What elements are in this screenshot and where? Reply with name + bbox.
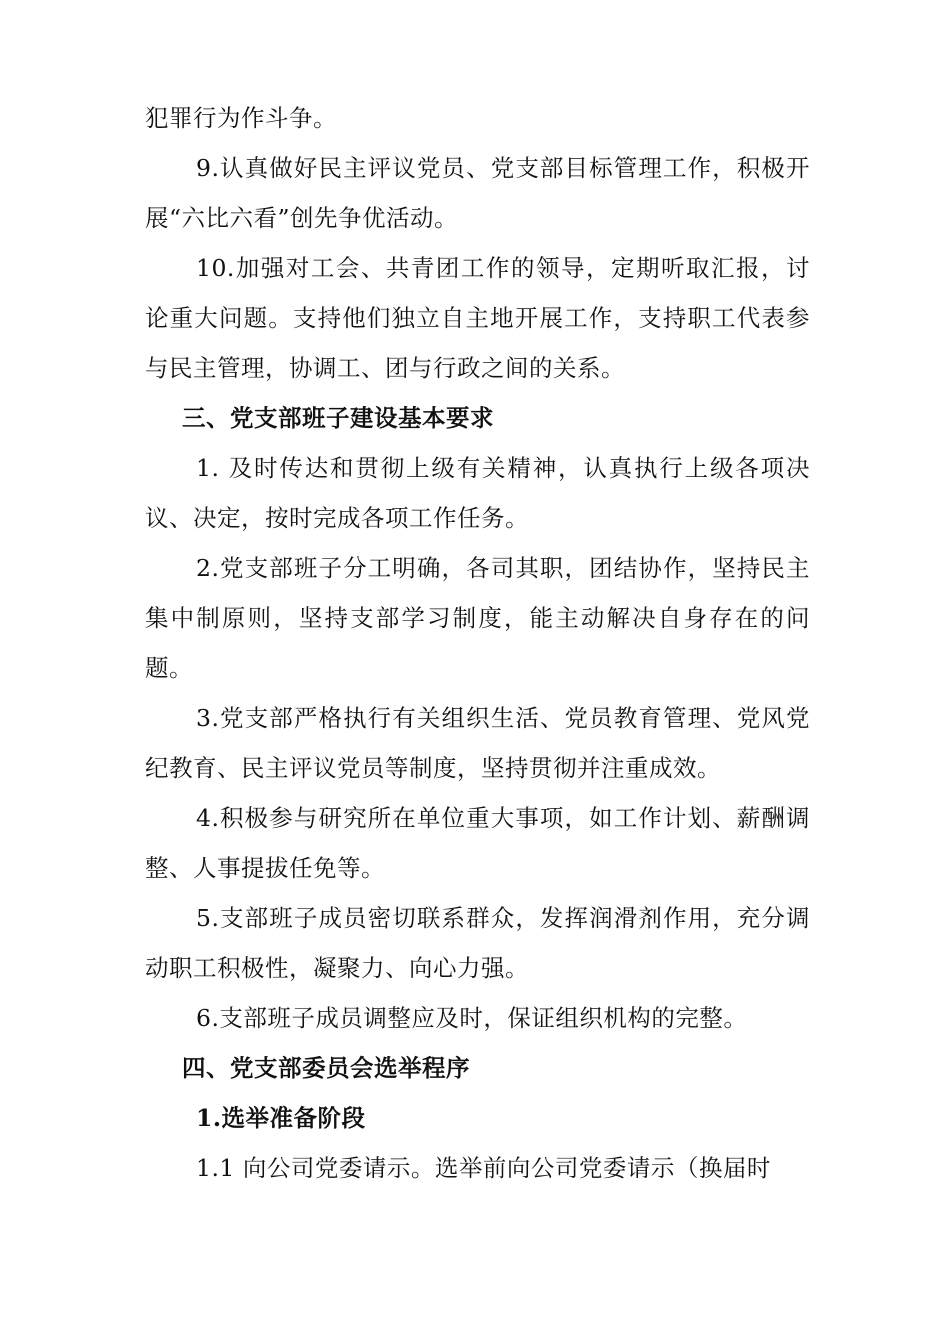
paragraph-requirement-1: 1. 及时传达和贯彻上级有关精神，认真执行上级各项决议、决定，按时完成各项工作任务。: [145, 454, 810, 532]
paragraph-continuation: 犯罪行为作斗争。: [145, 104, 337, 132]
paragraph-requirement-6: 6.支部班子成员调整应及时，保证组织机构的完整。: [196, 1004, 748, 1032]
subsection-heading-1: 1.选举准备阶段: [196, 1104, 366, 1132]
paragraph-item-10: 10.加强对工会、共青团工作的领导，定期听取汇报，讨论重大问题。支持他们独立自主地开展工作，支持职工代表参与民主管理，协调工、团与行政之间的关系。: [145, 254, 810, 382]
section-heading-4: 四、党支部委员会选举程序: [182, 1054, 470, 1082]
paragraph-requirement-2: 2.党支部班子分工明确，各司其职，团结协作，坚持民主集中制原则，坚持支部学习制度，能主动解决自身存在的问题。: [145, 554, 810, 682]
paragraph-item-9: 9.认真做好民主评议党员、党支部目标管理工作，积极开展“六比六看”创先争优活动。: [145, 154, 810, 232]
paragraph-requirement-3: 3.党支部严格执行有关组织生活、党员教育管理、党风党纪教育、民主评议党员等制度，坚持贯彻并注重成效。: [145, 704, 810, 782]
document-body: [145, 93, 810, 1193]
paragraph-requirement-5: 5.支部班子成员密切联系群众，发挥润滑剂作用，充分调动职工积极性，凝聚力、向心力强。: [145, 904, 810, 982]
section-heading-3: 三、党支部班子建设基本要求: [182, 404, 494, 432]
paragraph-requirement-4: 4.积极参与研究所在单位重大事项，如工作计划、薪酬调整、人事提拔任免等。: [145, 804, 810, 882]
paragraph-subsection-1-1: 1.1 向公司党委请示。选举前向公司党委请示（换届时: [196, 1154, 771, 1182]
